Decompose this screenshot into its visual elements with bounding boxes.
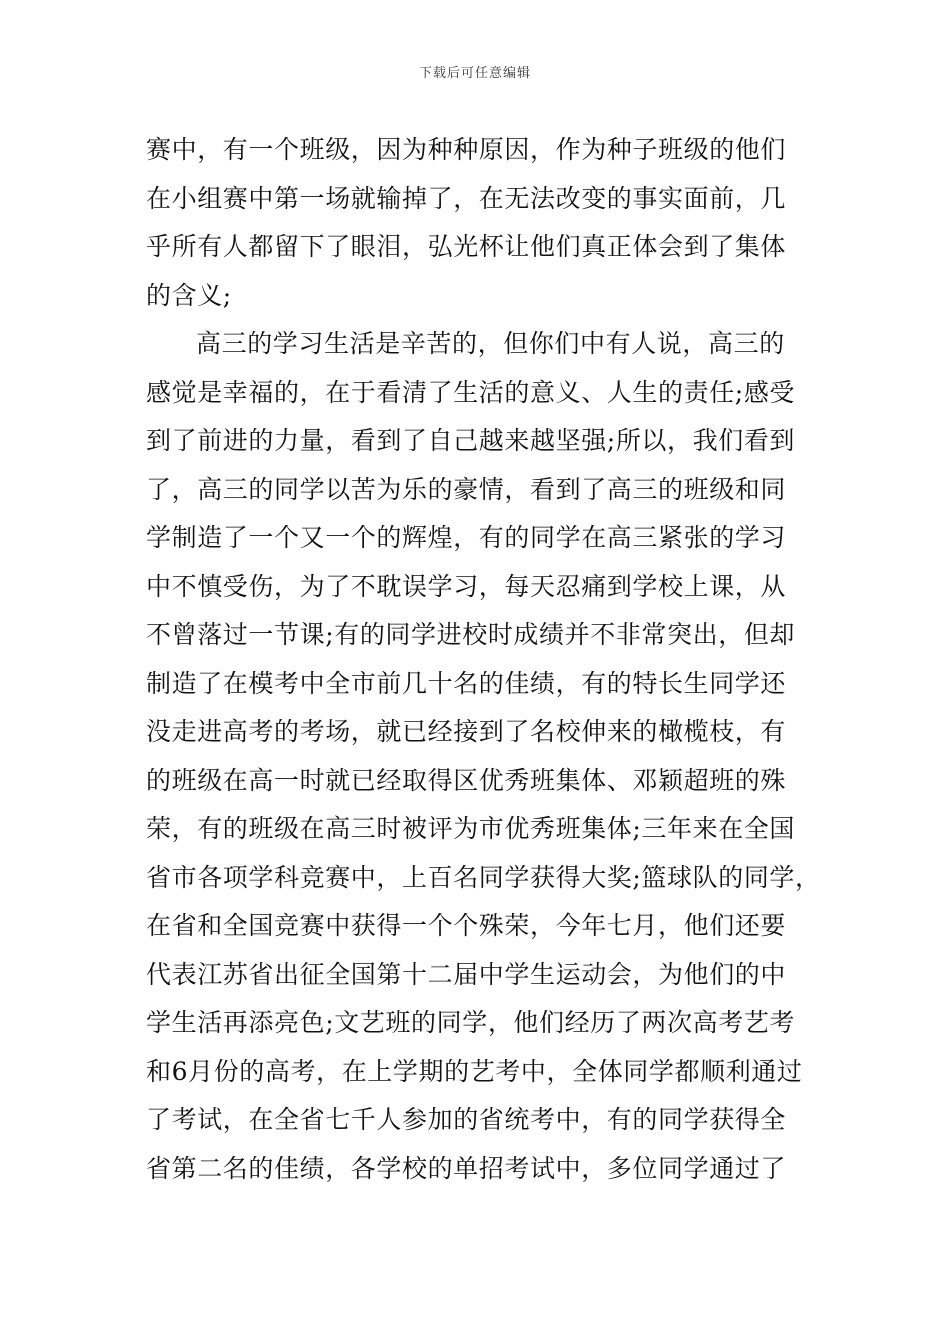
- text-line: 赛中，有一个班级，因为种种原因，作为种子班级的他们: [146, 135, 787, 164]
- text-line: 在小组赛中第一场就输掉了，在无法改变的事实面前，几: [146, 183, 787, 213]
- page-header: 下载后可任意编辑: [418, 66, 531, 81]
- text-line: 不曾落过一节课;有的同学进校时成绩并不非常突出，但却: [146, 620, 796, 649]
- text-line: 高三的学习生活是辛苦的，但你们中有人说，高三的: [196, 329, 785, 358]
- body-text: [146, 126, 826, 1193]
- text-line: 制造了在模考中全市前几十名的佳绩，有的特长生同学还: [146, 668, 787, 698]
- text-line: 乎所有人都留下了眼泪，弘光杯让他们真正体会到了集体: [146, 232, 787, 261]
- text-line: 的含义;: [146, 280, 232, 310]
- text-line: 省第二名的佳绩，各学校的单招考试中，多位同学通过了: [146, 1153, 787, 1183]
- text-line: 学生活再添亮色;文艺班的同学，他们经历了两次高考艺考: [146, 1008, 796, 1037]
- text-line: 荣，有的班级在高三时被评为市优秀班集体;三年来在全国: [146, 814, 796, 843]
- text-line: 中不慎受伤，为了不耽误学习，每天忍痛到学校上课，从: [146, 571, 787, 601]
- text-line: 了，高三的同学以苦为乐的豪情，看到了高三的班级和同: [146, 474, 787, 504]
- text-line: 和6月份的高考，在上学期的艺考中，全体同学都顺利通过: [146, 1056, 803, 1086]
- text-line: 在省和全国竞赛中获得一个个殊荣，今年七月，他们还要: [146, 911, 787, 940]
- text-line: 没走进高考的考场，就已经接到了名校伸来的橄榄枝，有: [146, 717, 787, 746]
- text-line: 的班级在高一时就已经取得区优秀班集体、邓颖超班的殊: [146, 765, 787, 795]
- text-line: 感觉是幸福的，在于看清了生活的意义、人生的责任;感受: [146, 377, 796, 407]
- text-line: 代表江苏省出征全国第十二届中学生运动会，为他们的中: [146, 959, 787, 989]
- text-line: 了考试，在全省七千人参加的省统考中，有的同学获得全: [146, 1105, 787, 1134]
- text-line: 学制造了一个又一个的辉煌，有的同学在高三紧张的学习: [146, 523, 787, 552]
- text-line: 到了前进的力量，看到了自己越来越坚强;所以，我们看到: [146, 426, 796, 455]
- text-line: 省市各项学科竞赛中，上百名同学获得大奖;篮球队的同学，: [146, 862, 821, 892]
